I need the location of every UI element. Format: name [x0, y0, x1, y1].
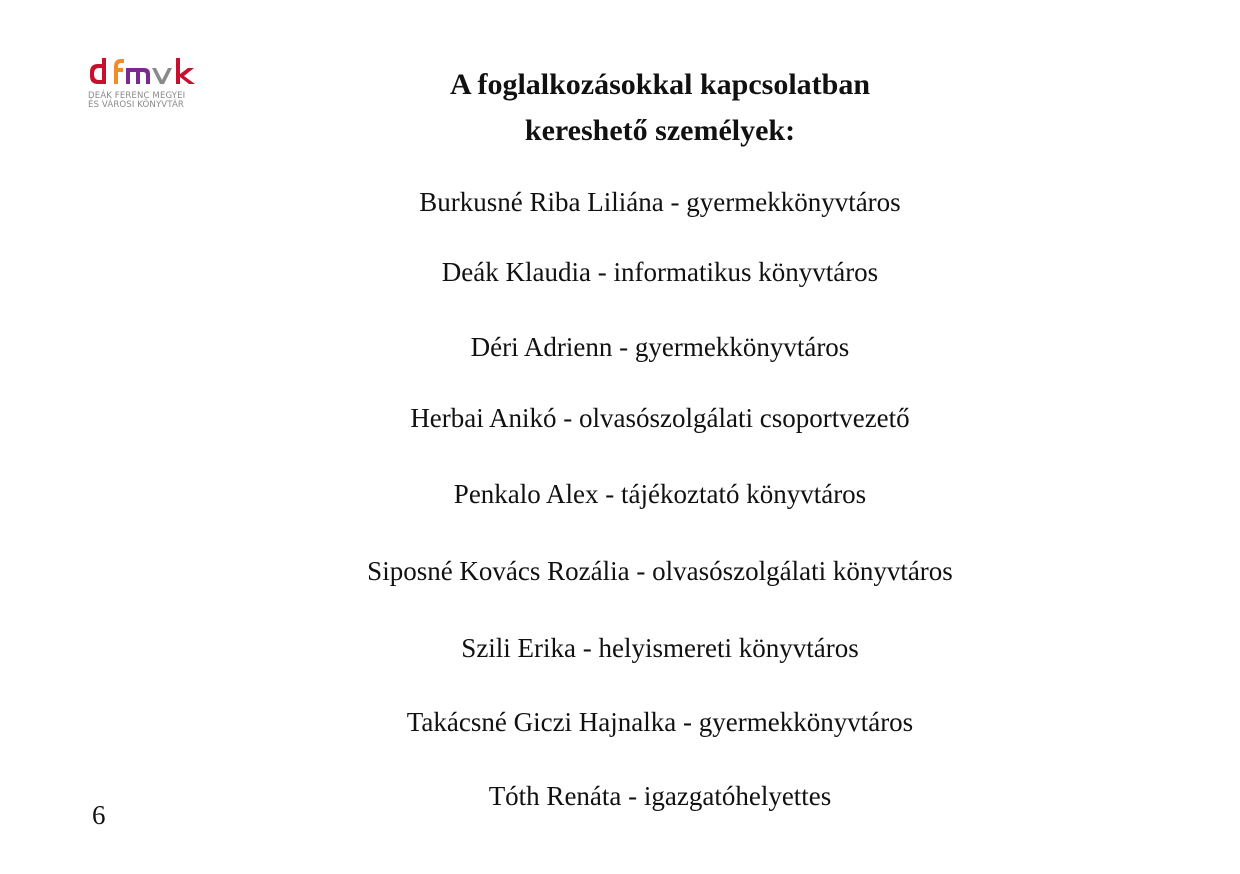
- page-title-line-1: A foglalkozásokkal kapcsolatban: [449, 68, 871, 101]
- contact-person: Siposné Kovács Rozália - olvasószolgálati könyvtáros: [367, 556, 953, 586]
- contact-person: Szili Erika - helyismereti könyvtáros: [461, 633, 859, 663]
- contact-person: Herbai Anikó - olvasószolgálati csoportvezető: [410, 403, 910, 433]
- logo-text-line-1: DEÁK FERENC MEGYEI: [88, 91, 186, 101]
- logo-text-line-2: ÉS VÁROSI KÖNYVTÁR: [88, 100, 184, 110]
- page-number: 6: [92, 800, 106, 830]
- contact-person: Burkusné Riba Liliána - gyermekkönyvtáros: [419, 187, 901, 217]
- contact-person: Deák Klaudia - informatikus könyvtáros: [441, 257, 879, 287]
- page-title: [300, 62, 1020, 154]
- contact-person: Takácsné Giczi Hajnalka - gyermekkönyvtáros: [406, 707, 914, 737]
- page-title-line-2: kereshető személyek:: [524, 114, 796, 147]
- contact-person: Penkalo Alex - tájékoztató könyvtáros: [453, 479, 867, 509]
- dfmvk-logo-mark: [88, 58, 200, 88]
- contact-person: Déri Adrienn - gyermekkönyvtáros: [470, 332, 850, 362]
- contact-person: Tóth Renáta - igazgatóhelyettes: [488, 781, 832, 811]
- library-logo: [88, 58, 208, 118]
